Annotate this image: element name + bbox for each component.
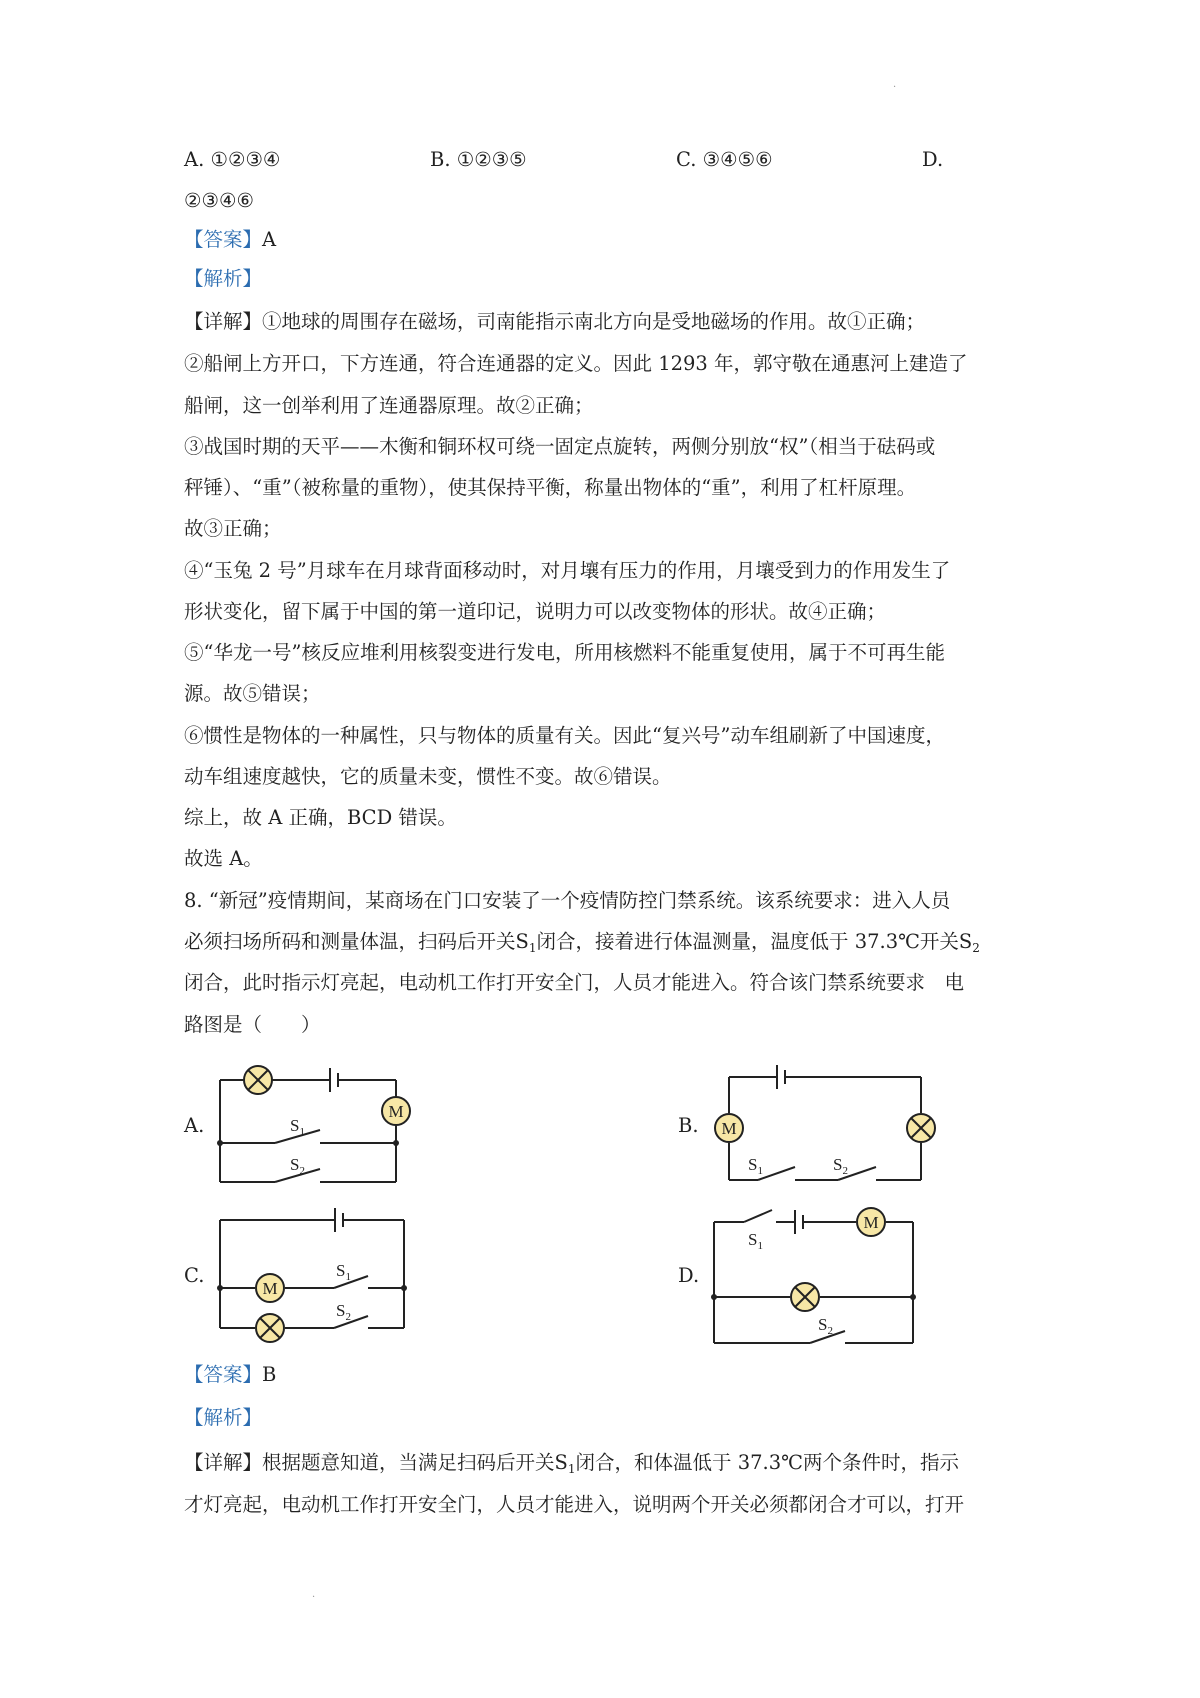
q7-detail-line-12: 动车组速度越快，它的质量未变，惯性不变。故⑥错误。 [184, 765, 672, 788]
detail-text: 闭合，和体温低于 37.3℃两个条件时，指示 [575, 1451, 959, 1474]
lamp-icon [256, 1314, 284, 1342]
motor-label: M [262, 1279, 278, 1298]
option-c: C. ③④⑤⑥ [676, 148, 773, 171]
junction-dot [910, 1294, 916, 1300]
q7-detail-line-10: 源。故⑤错误； [184, 682, 321, 705]
q8-stem-line-4: 路图是（ ） [184, 1013, 321, 1036]
q7-detail-line-11: ⑥惯性是物体的一种属性，只与物体的质量有关。因此“复兴号”动车组刷新了中国速度， [184, 724, 945, 747]
switch-label-s2: $S_2$ [818, 1315, 833, 1337]
junction-dot [711, 1294, 717, 1300]
circuit-b [729, 1065, 921, 1180]
motor-label: M [863, 1213, 879, 1232]
switch-label-s1: $S_1$ [290, 1116, 305, 1138]
circuit-label-a: A. [184, 1114, 205, 1137]
analysis-tag: 【解析】 [184, 1406, 263, 1429]
switch-label-s2: $S_2$ [336, 1301, 351, 1323]
circuit-c [220, 1208, 404, 1328]
q7-detail-line-5: 秤锤）、“重”（被称量的重物），使其保持平衡，称量出物体的“重”，利用了杠杆原理。 [184, 476, 917, 499]
lamp-icon [244, 1066, 272, 1094]
switch-label-s2: $S_2$ [833, 1155, 848, 1177]
q8-analysis-tag [184, 1405, 262, 1431]
q7-detail-line-7: ④“玉兔 2 号”月球车在月球背面移动时，对月壤有压力的作用，月壤受到力的作用发生了 [184, 559, 951, 582]
answer-tag: 【答案】 [184, 1363, 263, 1386]
page-dot: · [893, 82, 897, 93]
lamp-icon [907, 1114, 935, 1142]
motor-label: M [388, 1102, 404, 1121]
subscript: 1 [528, 941, 537, 955]
switch-label-s2: $S_2$ [290, 1155, 305, 1177]
option-d-continued: ②③④⑥ [184, 189, 254, 212]
q8-stem-line-3: 闭合，此时指示灯亮起，电动机工作打开安全门，人员才能进入。符合该门禁系统要求 电 [184, 971, 965, 994]
motor-label: M [721, 1119, 737, 1138]
subscript: 1 [567, 1462, 576, 1476]
junction-dot [217, 1140, 223, 1146]
answer-tag: 【答案】 [184, 228, 263, 251]
q8-stem-line-1: 8. “新冠”疫情期间，某商场在门口安装了一个疫情防控门禁系统。该系统要求：进入人员 [184, 889, 951, 912]
detail-text: 根据题意知道，当满足扫码后开关S [262, 1451, 568, 1474]
q8-stem-text: 必须扫场所码和测量体温，扫码后开关S [184, 930, 529, 953]
page-dot: · [312, 1592, 316, 1603]
q7-detail-line-2: ②船闸上方开口，下方连通，符合连通器的定义。因此 1293 年，郭守敬在通惠河上建造了 [184, 352, 968, 375]
q8-answer-line [184, 1362, 276, 1388]
circuit-label-c: C. [184, 1264, 205, 1287]
lamp-icon [791, 1283, 819, 1311]
q7-detail-line-3: 船闸，这一创举利用了连通器原理。故②正确； [184, 394, 594, 417]
option-a: A. ①②③④ [184, 148, 281, 171]
detail-text: ①地球的周围存在磁场，司南能指示南北方向是受地磁场的作用。故①正确； [262, 310, 926, 333]
circuit-label-b: B. [678, 1114, 699, 1137]
q7-detail-line-13: 综上，故 A 正确，BCD 错误。 [184, 806, 457, 829]
q8-detail-line-1 [184, 1450, 959, 1482]
answer-value: A [262, 228, 277, 251]
q8-detail-line-2: 才灯亮起，电动机工作打开安全门，人员才能进入，说明两个开关必须都闭合才可以，打开 [184, 1493, 965, 1516]
q7-detail-line-4: ③战国时期的天平——木衡和铜环权可绕一固定点旋转，两侧分别放“权”（相当于砝码或 [184, 435, 936, 458]
q7-detail-line-8: 形状变化，留下属于中国的第一道印记，说明力可以改变物体的形状。故④正确； [184, 600, 887, 623]
option-d: D. [922, 148, 944, 171]
switch-label-s1: $S_1$ [748, 1230, 763, 1252]
q7-detail-line-6: 故③正确； [184, 517, 282, 540]
answer-value: B [262, 1363, 277, 1386]
detail-tag: 【详解】 [184, 1451, 263, 1474]
switch-label-s1: $S_1$ [748, 1155, 763, 1177]
q7-detail-line-9: ⑤“华龙一号”核反应堆利用核裂变进行发电，所用核燃料不能重复使用，属于不可再生能 [184, 641, 945, 664]
junction-dot [401, 1285, 407, 1291]
switch-label-s1: $S_1$ [336, 1261, 351, 1283]
q8-stem-text: 闭合，接着进行体温测量，温度低于 37.3℃开关S [536, 930, 973, 953]
circuit-label-d: D. [678, 1264, 700, 1287]
option-b: B. ①②③⑤ [430, 148, 527, 171]
subscript: 2 [972, 941, 980, 955]
junction-dot [393, 1140, 399, 1146]
analysis-tag: 【解析】 [184, 267, 263, 290]
detail-tag: 【详解】 [184, 310, 263, 333]
q7-detail-line-14: 故选 A。 [184, 847, 263, 870]
junction-dot [217, 1285, 223, 1291]
